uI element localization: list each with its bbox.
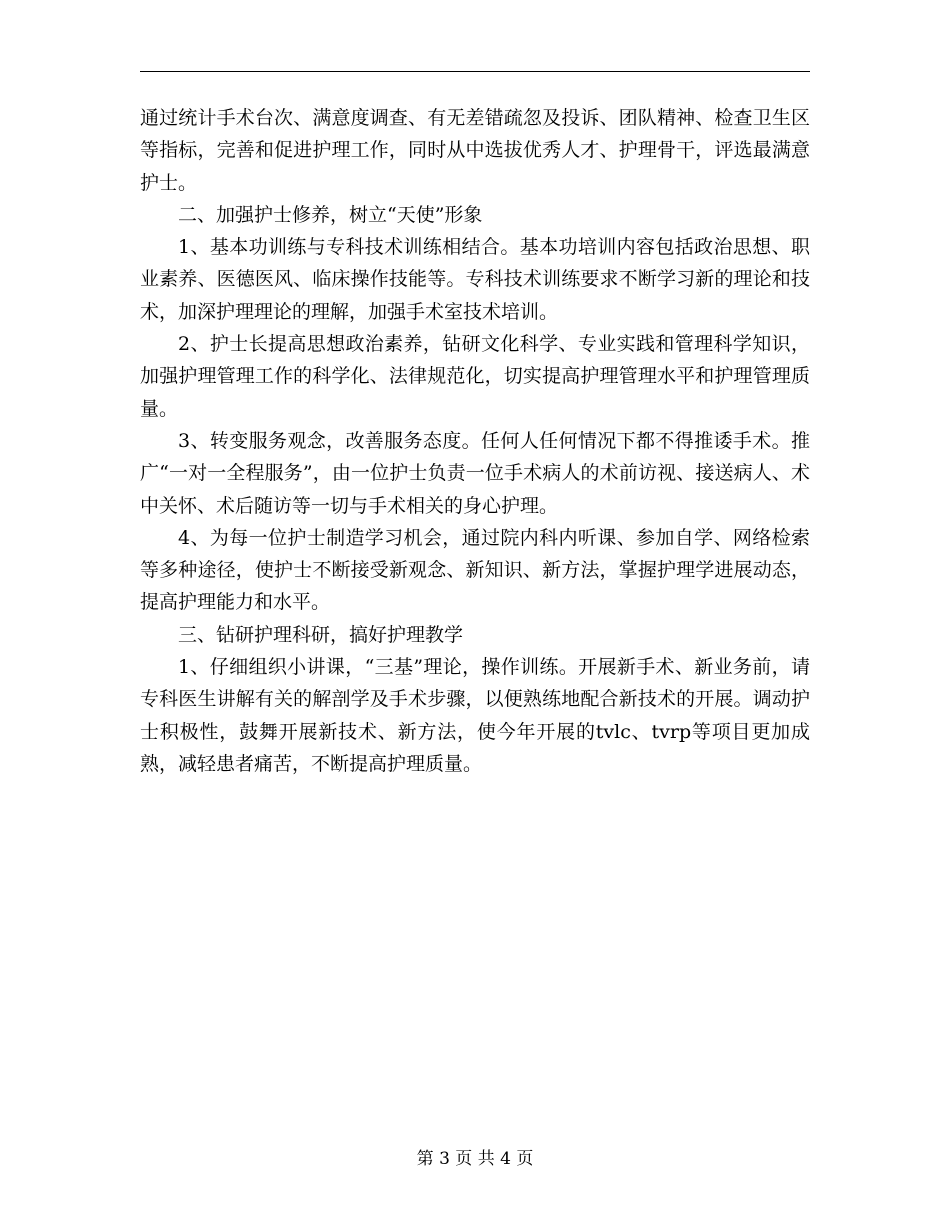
paragraph: 2、护士长提高思想政治素养，钻研文化科学、专业实践和管理科学知识，加强护理管理工作的科学化、法律规范化，切实提高护理管理水平和护理管理质量。: [140, 333, 810, 420]
document-body: [140, 102, 810, 780]
paragraph: 1、基本功训练与专科技术训练相结合。基本功培训内容包括政治思想、职业素养、医德医风、临床操作技能等。专科技术训练要求不断学习新的理论和技术，加深护理理论的理解，加强手术室技术培训。: [140, 236, 810, 323]
section-heading: 三、钻研护理科研，搞好护理教学: [178, 623, 464, 646]
page-number: 第 3 页 共 4 页: [416, 1149, 534, 1169]
paragraph: 3、转变服务观念，改善服务态度。任何人任何情况下都不得推诿手术。推广“一对一全程服务”，由一位护士负责一位手术病人的术前访视、接送病人、术中关怀、术后随访等一切与手术相关的身心护理。: [140, 429, 810, 517]
paragraph: 1、仔细组织小讲课，“三基”理论，操作训练。开展新手术、新业务前，请专科医生讲解有关的解剖学及手术步骤，以便熟练地配合新技术的开展。调动护士积极性，鼓舞开展新技术、新方法，使今年开展的tvlc、tvrp等项目更加成熟，减轻患者痛苦，不断提高护理质量。: [140, 656, 810, 775]
paragraph: 通过统计手术台次、满意度调查、有无差错疏忽及投诉、团队精神、检查卫生区等指标，完善和促进护理工作，同时从中选拔优秀人才、护理骨干，评选最满意护士。: [140, 107, 810, 194]
paragraph: 4、为每一位护士制造学习机会，通过院内科内听课、参加自学、网络检索等多种途径，使护士不断接受新观念、新知识、新方法，掌握护理学进展动态，提高护理能力和水平。: [140, 526, 810, 614]
section-heading: 二、加强护士修养，树立“天使”形象: [178, 203, 483, 226]
header-rule: [140, 71, 810, 72]
